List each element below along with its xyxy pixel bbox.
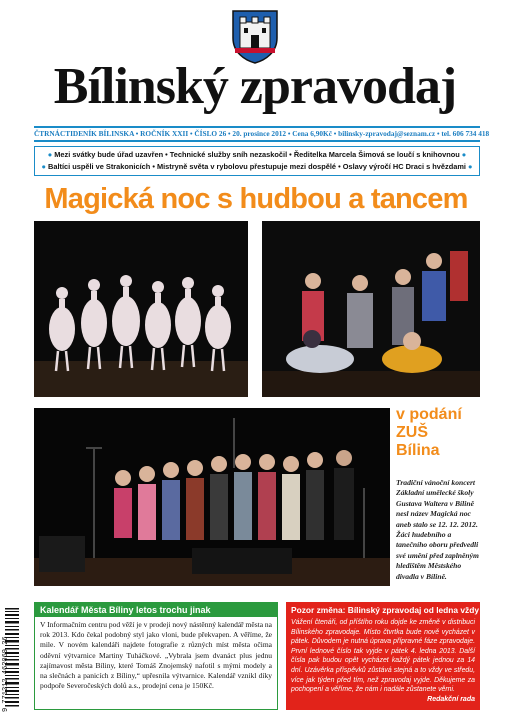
headlines-line-1-text: Mezi svátky bude úřad uzavřen • Technické služby sníh nezaskočil • Ředitelka Marcela Šimová se loučí s knihovnou [54, 150, 460, 159]
notice-body [291, 618, 475, 704]
notice-signature: Redakční rada [427, 695, 475, 703]
side-headline [396, 406, 484, 460]
photo-choir [34, 408, 390, 586]
headlines-line-2-text: Baltíci uspěli ve Strakonicích • Mistryně světa v rybolovu přestupuje mezi dospělé • Oslavy výročí HC Draci s hvězdami [48, 162, 466, 171]
masthead-title: Bílinský zpravodaj [53, 58, 457, 115]
bullet-icon: ● [47, 150, 55, 159]
calendar-news-box [34, 602, 278, 710]
side-headline-line-1: v podání [396, 406, 462, 423]
notice-text: Vážení čtenáři, od příštího roku dojde ke změně v distribuci Bílinského zpravodaje. Místo čtvrtka bude nově vycházet v pátek. Důvodem je nutná úprava přípravné fáze zpravodaje. První lednové číslo tak vyjde v pátek 4. ledna 2013. Další čísla pak budou opět vycházet každý pátek jednou za 14 dní. Uzávěrka příspěvků zůstává stejná a to vždy ve středu, více jak týden před tím, než zpravodaj vyjde. Děkujeme za pochopení a věříme, že nám i nadále zůstanete věrni. [291, 619, 475, 694]
calendar-news-text: V Informačním centru pod věží je v prodeji nový nástěnný kalendář města na rok 2013. Kdo čekal podobný styl jako vloni, bude překvapen. A věříme, že mile. V novém kalendáři najdete fotografie z různých míst města očima oděvní výtvarnice Martiny Tuháčkové. „Vybrala jsem dvanáct plus jednu zajímavost města Bíliny, které Tomáš Znojemský nafotil s mými modely a na slečnách a panicích z Bíliny,“ upřesnila výtvarnice. Kalendář vznikl díky podpoře Severočeských dolů a.s., prodejní cena je 150Kč. [40, 620, 272, 691]
photo-costumed-dancers [262, 221, 480, 397]
side-article-text: Tradiční vánoční koncert Základní umělecké školy Gustava Waltera v Bílině nesl název Magická noc aneb stalo se 12. 12. 2012. Žáci hudebního a tanečního oboru předvedli své umění před zaplněným hledištěm Městského divadla v Bílině. [396, 478, 479, 581]
headlines-line-2 [39, 161, 475, 173]
barcode-number: 9 771212 462069 26 [2, 636, 10, 712]
masthead-info-bar: ČTRNÁCTIDENÍK BÍLINSKA • ROČNÍK XXII • ČÍSLO 26 • 20. prosince 2012 • Cena 6,90Kč • bilinsky-zpravodaj@seznam.cz • tel. 606 734 418 [34, 126, 480, 142]
calendar-news-title: Kalendář Města Bíliny letos trochu jinak [35, 603, 277, 617]
bullet-icon: ● [465, 162, 473, 171]
bullet-icon: ● [41, 162, 48, 171]
lead-headline: Magická noc s hudbou a tancem [44, 183, 468, 215]
headlines-box [34, 146, 480, 176]
notice-box [286, 602, 510, 710]
photo-ballet-dancers [34, 221, 248, 397]
side-headline-line-3: Bílina [396, 442, 440, 459]
bullet-icon: ● [459, 150, 467, 159]
notice-title: Pozor změna: Bílinský zpravodaj od ledna vždy v pátek [291, 605, 510, 615]
side-headline-line-2: ZUŠ [396, 424, 428, 441]
headlines-line-1 [39, 149, 475, 161]
